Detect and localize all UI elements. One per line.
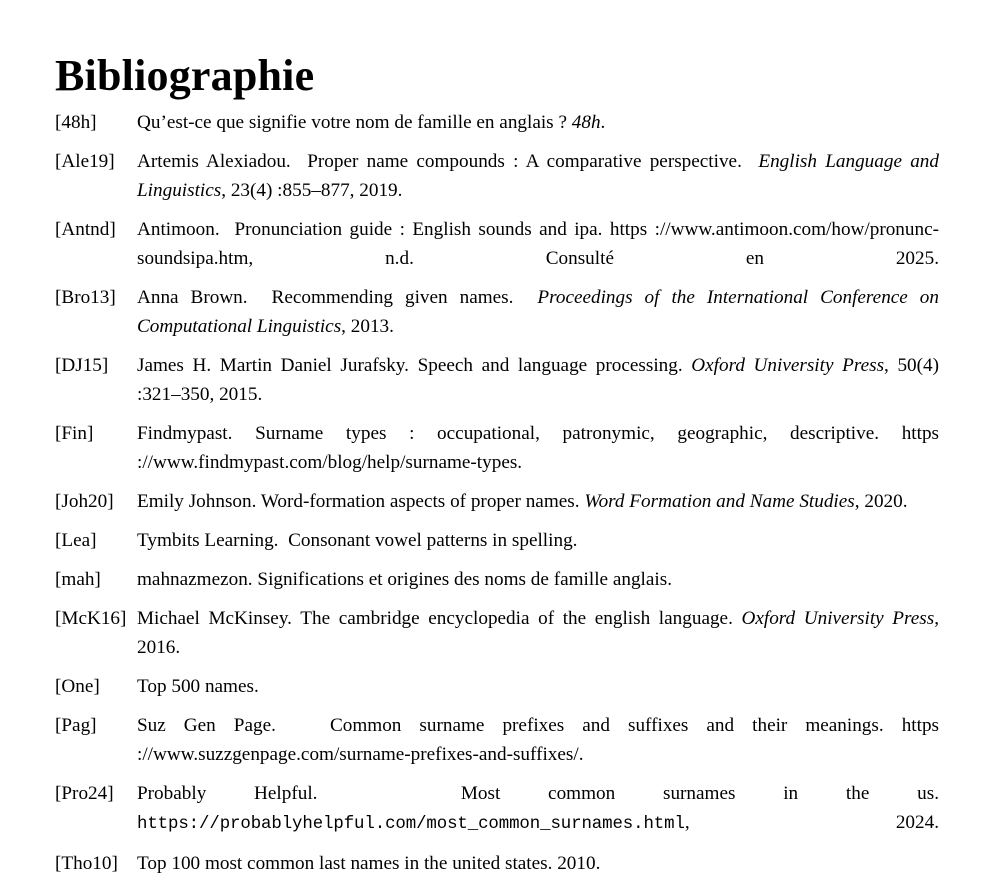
entry-title: The cambridge encyclopedia of the english language.: [300, 608, 733, 629]
entry-label: [Lea]: [55, 530, 97, 551]
entry-label: [Pro24]: [55, 783, 114, 804]
entry-label: [Ale19]: [55, 151, 115, 172]
bibliography-entry: [55, 604, 939, 662]
entry-details: , 23(4) :855–877, 2019.: [221, 180, 403, 201]
entry-text: [137, 711, 939, 769]
entry-label: [Pag]: [55, 715, 97, 736]
entry-author: Tymbits Learning.: [137, 530, 279, 551]
entry-details: , 2016.: [137, 608, 940, 658]
entry-text: [137, 487, 939, 516]
entry-source: 48h: [571, 112, 601, 133]
entry-text: [137, 419, 939, 477]
entry-text: [137, 108, 939, 137]
entry-author: mahnazmezon.: [137, 569, 253, 590]
entry-author: Suz Gen Page.: [137, 715, 276, 736]
bibliography-entry: [55, 487, 939, 516]
entry-label: [One]: [55, 676, 100, 697]
entry-details: , n.d. Consulté en 2025.: [248, 248, 939, 269]
bibliography-entry: [55, 419, 939, 477]
entry-source: English Language and Linguistics: [137, 151, 939, 201]
entry-title: Qu’est-ce que signifie votre nom de famille en anglais ?: [137, 112, 567, 133]
entry-text: [137, 351, 939, 409]
entry-url[interactable]: https ://www.suzzgenpage.com/surname-prefixes-and-suffixes/.: [137, 715, 940, 765]
entry-text: [137, 672, 939, 701]
entry-title: Most common surnames in the us.: [460, 783, 940, 804]
page-title: Bibliographie: [55, 51, 315, 101]
entry-title: Top 100 most common last names in the united states.: [137, 853, 553, 874]
entry-text: [137, 147, 939, 205]
entry-label: [DJ15]: [55, 355, 109, 376]
bibliography-entry: [55, 672, 939, 701]
entry-text: [137, 849, 939, 878]
entry-source: Oxford University Press: [741, 608, 935, 629]
entry-source: Oxford University Press: [691, 355, 885, 376]
entry-author: Michael McKinsey.: [137, 608, 292, 629]
bibliography-entry: [55, 779, 939, 839]
bibliography-entry: [55, 351, 939, 409]
bibliography-entry: [55, 147, 939, 205]
bibliography-entry: [55, 565, 939, 594]
entry-label: [Antnd]: [55, 219, 116, 240]
entry-label: [McK16]: [55, 608, 127, 629]
bibliography-entry: [55, 108, 939, 137]
entry-text: [137, 283, 939, 341]
entry-text: [137, 604, 939, 662]
entry-details: , 50(4) :321–350, 2015.: [137, 355, 940, 405]
entry-author: Findmypast.: [137, 423, 233, 444]
entry-details: , 2013.: [341, 316, 394, 337]
entry-author: Probably Helpful.: [137, 783, 318, 804]
entry-label: [48h]: [55, 112, 97, 133]
entry-title: Top 500 names.: [137, 676, 259, 697]
bibliography-entry: [55, 849, 939, 878]
entry-text: [137, 215, 939, 273]
entry-label: [Bro13]: [55, 287, 116, 308]
entry-title: Proper name compounds : A comparative perspective.: [307, 151, 742, 172]
entry-label: [Joh20]: [55, 491, 114, 512]
entry-author: Emily Johnson.: [137, 491, 257, 512]
entry-label: [Fin]: [55, 423, 94, 444]
entry-source: Word Formation and Name Studies: [584, 491, 855, 512]
entry-title: Common surname prefixes and suffixes and their meanings.: [329, 715, 884, 736]
entry-text: [137, 779, 939, 839]
entry-label: [mah]: [55, 569, 101, 590]
entry-title: Word-formation aspects of proper names.: [260, 491, 580, 512]
entry-url[interactable]: https ://www.antimoon.com/how/pronunc-soundsipa.htm: [137, 219, 939, 269]
entry-author: James H. Martin Daniel Jurafsky.: [137, 355, 409, 376]
bibliography-list: [55, 108, 939, 878]
entry-source: Proceedings of the International Conference on Computational Linguistics: [137, 287, 939, 337]
entry-title: Surname types : occupational, patronymic, geographic, descriptive.: [255, 423, 880, 444]
entry-author: Artemis Alexiadou.: [137, 151, 291, 172]
entry-author: Antimoon.: [137, 219, 220, 240]
entry-label: [Tho10]: [55, 853, 118, 874]
entry-title: Speech and language processing.: [417, 355, 683, 376]
entry-details: , 2020.: [854, 491, 908, 512]
bibliography-entry: [55, 711, 939, 769]
entry-url[interactable]: https ://www.findmypast.com/blog/help/surname-types.: [137, 423, 940, 473]
entry-author: Anna Brown.: [137, 287, 248, 308]
entry-trailing: .: [600, 112, 606, 133]
bibliography-entry: [55, 526, 939, 555]
entry-text: [137, 526, 939, 555]
bibliography-entry: [55, 215, 939, 273]
entry-text: [137, 565, 939, 594]
entry-title: Pronunciation guide : English sounds and ipa.: [234, 219, 603, 240]
entry-url[interactable]: https://probablyhelpful.com/most_common_surnames.html: [137, 815, 685, 834]
entry-title: Recommending given names.: [271, 287, 514, 308]
entry-title: Significations et origines des noms de famille anglais.: [257, 569, 672, 590]
bibliography-entry: [55, 283, 939, 341]
entry-details: 2010.: [557, 853, 601, 874]
entry-title: Consonant vowel patterns in spelling.: [288, 530, 578, 551]
entry-details: , 2024.: [684, 812, 939, 833]
